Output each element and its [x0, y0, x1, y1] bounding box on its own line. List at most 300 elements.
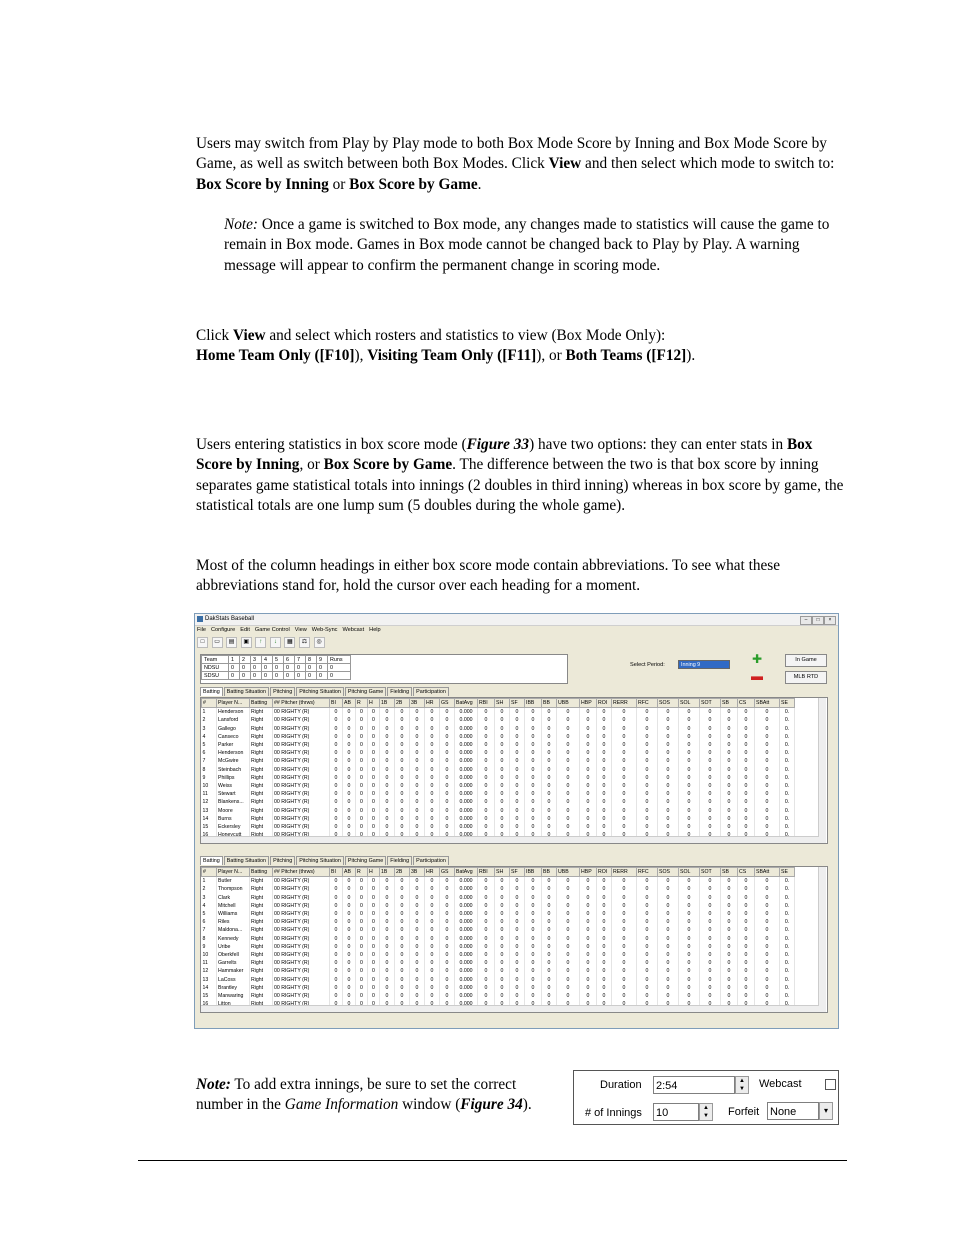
table-cell[interactable]: Right — [250, 976, 273, 984]
table-cell[interactable]: 0 — [330, 790, 343, 798]
column-header[interactable]: Player N... — [217, 868, 250, 877]
table-cell[interactable]: 0 — [330, 918, 343, 926]
table-cell[interactable]: 13 — [202, 807, 217, 815]
column-header[interactable]: 1B — [380, 868, 395, 877]
table-cell[interactable]: 0 — [343, 725, 356, 733]
table-cell[interactable]: 0 — [343, 782, 356, 790]
table-cell[interactable]: 0 — [356, 877, 368, 886]
table-cell[interactable]: 0. — [780, 782, 795, 790]
table-cell[interactable]: 0 — [410, 877, 425, 886]
table-cell[interactable]: 0 — [395, 790, 410, 798]
table-cell[interactable]: 0 — [410, 984, 425, 992]
table-cell[interactable]: 0 — [721, 976, 738, 984]
table-cell[interactable]: 0 — [330, 894, 343, 902]
table-cell[interactable]: 0 — [330, 741, 343, 749]
table-cell[interactable]: 0 — [542, 798, 557, 806]
table-cell[interactable]: 4 — [202, 902, 217, 910]
table-cell[interactable]: 0 — [368, 815, 380, 823]
table-cell[interactable]: 0 — [755, 910, 780, 918]
table-cell[interactable]: 0 — [658, 885, 679, 893]
table-cell[interactable]: 0 — [679, 798, 700, 806]
table-cell[interactable]: 0 — [395, 992, 410, 1000]
table-cell[interactable]: 0 — [679, 918, 700, 926]
table-cell[interactable]: 0 — [721, 782, 738, 790]
table-cell[interactable]: 0 — [495, 733, 510, 741]
table-cell[interactable]: 0 — [343, 959, 356, 967]
table-cell[interactable]: 0 — [380, 766, 395, 774]
table-cell[interactable]: 0 — [597, 984, 612, 992]
table-cell[interactable]: 0 — [679, 708, 700, 717]
tab-pitching-situation[interactable]: Pitching Situation — [296, 856, 344, 865]
table-cell[interactable]: Right — [250, 967, 273, 975]
table-cell[interactable]: 0 — [395, 951, 410, 959]
table-cell[interactable]: 0 — [525, 943, 542, 951]
table-cell[interactable]: 0 — [425, 910, 440, 918]
table-cell[interactable]: 0 — [597, 708, 612, 717]
table-cell[interactable]: Weiss — [217, 782, 250, 790]
table-cell[interactable]: 0 — [330, 725, 343, 733]
table-cell[interactable]: 0 — [495, 766, 510, 774]
table-cell[interactable]: 0 — [700, 757, 721, 765]
table-cell[interactable]: 0 — [679, 725, 700, 733]
table-cell[interactable]: Thompson — [217, 885, 250, 893]
table-cell[interactable]: 0 — [637, 902, 658, 910]
table-cell[interactable]: 0 — [700, 823, 721, 831]
table-cell[interactable]: 0 — [395, 733, 410, 741]
table-cell[interactable]: 0 — [597, 976, 612, 984]
menu-item-file[interactable]: File — [197, 627, 207, 633]
table-cell[interactable]: 0 — [510, 894, 525, 902]
table-cell[interactable]: 11 — [202, 790, 217, 798]
table-cell[interactable]: 0 — [425, 815, 440, 823]
innings-spinner[interactable]: ▲ ▼ — [699, 1103, 713, 1121]
table-cell[interactable]: 0. — [780, 798, 795, 806]
table-cell[interactable]: 0 — [368, 910, 380, 918]
table-cell[interactable]: Right — [250, 984, 273, 992]
table-cell[interactable]: 0 — [755, 782, 780, 790]
table-cell[interactable]: 0 — [495, 708, 510, 717]
table-cell[interactable]: 0 — [637, 807, 658, 815]
table-row[interactable] — [202, 708, 795, 717]
table-cell[interactable]: 0 — [380, 823, 395, 831]
table-cell[interactable]: 0 — [597, 815, 612, 823]
table-cell[interactable]: 0 — [679, 741, 700, 749]
table-cell[interactable]: 0 — [478, 766, 495, 774]
table-cell[interactable]: 0 — [755, 815, 780, 823]
table-row[interactable] — [202, 766, 795, 774]
table-cell[interactable]: 0 — [495, 807, 510, 815]
table-cell[interactable]: 0 — [557, 741, 580, 749]
column-header[interactable]: IBB — [525, 868, 542, 877]
table-cell[interactable]: 0 — [597, 798, 612, 806]
table-cell[interactable]: 0 — [658, 725, 679, 733]
table-cell[interactable]: 0 — [612, 823, 637, 831]
table-cell[interactable]: 00 RIGHTY (R) — [273, 749, 330, 757]
table-row[interactable] — [202, 984, 795, 992]
table-row[interactable] — [202, 951, 795, 959]
table-cell[interactable]: 0 — [721, 766, 738, 774]
table-cell[interactable]: 0 — [525, 815, 542, 823]
table-cell[interactable]: 0.000 — [455, 967, 478, 975]
table-cell[interactable]: 0 — [755, 877, 780, 886]
column-header[interactable]: SB — [721, 868, 738, 877]
table-cell[interactable]: 0 — [580, 976, 597, 984]
table-cell[interactable]: 0 — [700, 733, 721, 741]
table-cell[interactable]: 0 — [580, 757, 597, 765]
table-cell[interactable]: 0 — [700, 976, 721, 984]
table-cell[interactable]: 0 — [478, 815, 495, 823]
table-cell[interactable]: 0.000 — [455, 749, 478, 757]
table-cell[interactable]: 5 — [202, 910, 217, 918]
table-cell[interactable]: 0 — [410, 935, 425, 943]
table-cell[interactable]: 2 — [202, 716, 217, 724]
table-cell[interactable]: 00 RIGHTY (R) — [273, 790, 330, 798]
table-cell[interactable]: 0 — [700, 885, 721, 893]
column-header[interactable]: 1B — [380, 699, 395, 708]
table-cell[interactable]: 0 — [478, 741, 495, 749]
table-row[interactable] — [202, 885, 795, 893]
table-cell[interactable]: 0 — [557, 807, 580, 815]
table-cell[interactable]: 0 — [612, 790, 637, 798]
home-stats-grid[interactable] — [200, 697, 828, 844]
table-cell[interactable]: 00 RIGHTY (R) — [273, 823, 330, 831]
table-cell[interactable]: 0 — [510, 716, 525, 724]
table-cell[interactable]: 0 — [368, 926, 380, 934]
table-cell[interactable]: 0 — [755, 725, 780, 733]
table-cell[interactable]: 0 — [368, 807, 380, 815]
table-cell[interactable]: 0 — [440, 749, 455, 757]
table-cell[interactable]: 0 — [612, 757, 637, 765]
table-cell[interactable]: 0.000 — [455, 926, 478, 934]
table-cell[interactable]: 0 — [738, 885, 755, 893]
column-header[interactable]: SOS — [658, 699, 679, 708]
table-cell[interactable]: 0 — [580, 774, 597, 782]
table-cell[interactable]: 0 — [478, 725, 495, 733]
table-cell[interactable]: 0 — [679, 757, 700, 765]
table-cell[interactable]: 0 — [738, 733, 755, 741]
table-cell[interactable]: 0 — [721, 749, 738, 757]
table-cell[interactable]: 0 — [478, 749, 495, 757]
table-cell[interactable]: 0 — [679, 774, 700, 782]
table-cell[interactable]: 0 — [612, 877, 637, 886]
column-header[interactable]: SOS — [658, 868, 679, 877]
table-cell[interactable]: 0 — [597, 951, 612, 959]
table-cell[interactable]: Burns — [217, 815, 250, 823]
table-cell[interactable]: Right — [250, 815, 273, 823]
table-cell[interactable]: 0. — [780, 885, 795, 893]
table-cell[interactable]: 0 — [658, 877, 679, 886]
table-cell[interactable]: 0 — [637, 716, 658, 724]
table-cell[interactable]: 0 — [425, 951, 440, 959]
table-cell[interactable]: 0 — [343, 790, 356, 798]
table-cell[interactable]: 0 — [738, 877, 755, 886]
table-row[interactable] — [202, 902, 795, 910]
table-cell[interactable]: 0 — [330, 910, 343, 918]
table-cell[interactable]: 0 — [679, 992, 700, 1000]
column-header[interactable]: HR — [425, 868, 440, 877]
table-cell[interactable]: 0 — [557, 976, 580, 984]
table-cell[interactable]: 0 — [721, 943, 738, 951]
table-cell[interactable]: 0 — [580, 716, 597, 724]
table-cell[interactable]: 0 — [425, 807, 440, 815]
table-cell[interactable]: 0 — [542, 885, 557, 893]
table-cell[interactable]: 0. — [780, 741, 795, 749]
table-cell[interactable]: 0 — [738, 757, 755, 765]
table-cell[interactable]: 0 — [637, 877, 658, 886]
table-cell[interactable]: 0 — [658, 992, 679, 1000]
table-cell[interactable]: Right — [250, 766, 273, 774]
table-cell[interactable]: 0 — [495, 774, 510, 782]
table-cell[interactable]: 0 — [679, 716, 700, 724]
table-cell[interactable]: 0 — [658, 935, 679, 943]
table-cell[interactable]: 0 — [368, 749, 380, 757]
column-header[interactable]: SBAtt — [755, 699, 780, 708]
table-cell[interactable]: 0.000 — [455, 992, 478, 1000]
table-cell[interactable]: Clark — [217, 894, 250, 902]
table-cell[interactable]: 0 — [597, 790, 612, 798]
table-cell[interactable]: 0 — [580, 708, 597, 717]
table-cell[interactable]: 0 — [580, 918, 597, 926]
table-cell[interactable]: 0 — [395, 815, 410, 823]
table-cell[interactable]: 0 — [700, 782, 721, 790]
table-cell[interactable]: 0 — [495, 910, 510, 918]
table-row[interactable] — [202, 757, 795, 765]
table-cell[interactable]: 0 — [356, 967, 368, 975]
table-cell[interactable]: 0 — [700, 959, 721, 967]
table-cell[interactable]: 0 — [637, 815, 658, 823]
add-period-icon[interactable]: ✚ — [751, 652, 763, 666]
table-cell[interactable]: 0 — [343, 823, 356, 831]
table-cell[interactable]: Kennedy — [217, 935, 250, 943]
in-game-button[interactable]: In Game — [785, 654, 827, 667]
table-cell[interactable]: 0 — [525, 910, 542, 918]
table-cell[interactable]: 0 — [679, 790, 700, 798]
table-cell[interactable]: 0 — [330, 774, 343, 782]
table-cell[interactable]: 0 — [440, 815, 455, 823]
table-cell[interactable]: 0 — [330, 708, 343, 717]
table-cell[interactable]: 0 — [580, 815, 597, 823]
table-cell[interactable]: 0. — [780, 733, 795, 741]
table-cell[interactable]: 0 — [440, 733, 455, 741]
table-cell[interactable]: 0 — [410, 790, 425, 798]
table-cell[interactable]: Right — [250, 708, 273, 717]
table-cell[interactable]: 0 — [410, 918, 425, 926]
table-cell[interactable]: 0 — [510, 877, 525, 886]
table-cell[interactable]: 0 — [525, 790, 542, 798]
table-cell[interactable]: 0.000 — [455, 733, 478, 741]
table-cell[interactable]: Hammaker — [217, 967, 250, 975]
column-header[interactable]: RBI — [478, 699, 495, 708]
table-cell[interactable]: 0 — [679, 733, 700, 741]
table-row[interactable] — [202, 725, 795, 733]
table-cell[interactable]: 0 — [637, 757, 658, 765]
table-cell[interactable]: 0 — [395, 894, 410, 902]
table-cell[interactable]: 0 — [580, 749, 597, 757]
table-cell[interactable]: 0 — [368, 741, 380, 749]
table-cell[interactable]: 0 — [330, 716, 343, 724]
table-cell[interactable]: 0 — [542, 815, 557, 823]
table-cell[interactable]: 0 — [356, 774, 368, 782]
table-cell[interactable]: 0 — [368, 943, 380, 951]
table-cell[interactable]: 7 — [202, 926, 217, 934]
visitor-stats-grid[interactable] — [200, 866, 828, 1013]
table-cell[interactable]: 0 — [343, 885, 356, 893]
column-header[interactable]: H — [368, 868, 380, 877]
table-cell[interactable]: 0 — [495, 943, 510, 951]
table-cell[interactable]: 0 — [478, 902, 495, 910]
table-cell[interactable]: 0 — [356, 926, 368, 934]
table-cell[interactable]: 0 — [580, 823, 597, 831]
table-cell[interactable]: 00 RIGHTY (R) — [273, 918, 330, 926]
table-cell[interactable]: 0 — [440, 877, 455, 886]
open-folder-icon[interactable]: ▭ — [212, 637, 223, 648]
table-cell[interactable]: 0 — [637, 725, 658, 733]
table-cell[interactable]: 0 — [440, 782, 455, 790]
table-cell[interactable]: 0 — [542, 807, 557, 815]
table-cell[interactable]: 00 RIGHTY (R) — [273, 902, 330, 910]
table-cell[interactable]: 00 RIGHTY (R) — [273, 943, 330, 951]
table-cell[interactable]: 0 — [425, 716, 440, 724]
tab-batting[interactable]: Batting — [200, 856, 223, 865]
column-header[interactable]: UBB — [557, 868, 580, 877]
table-cell[interactable]: 0 — [425, 725, 440, 733]
table-cell[interactable]: 0 — [637, 943, 658, 951]
table-cell[interactable]: 0 — [356, 807, 368, 815]
table-cell[interactable]: 0. — [780, 894, 795, 902]
table-cell[interactable]: 0 — [478, 967, 495, 975]
table-cell[interactable]: 0 — [755, 918, 780, 926]
table-cell[interactable]: 0 — [658, 894, 679, 902]
table-cell[interactable]: 0 — [440, 823, 455, 831]
table-cell[interactable]: 0 — [495, 984, 510, 992]
column-header[interactable]: RFC — [637, 868, 658, 877]
table-cell[interactable]: 0. — [780, 976, 795, 984]
table-cell[interactable]: Right — [250, 918, 273, 926]
table-cell[interactable]: 0 — [425, 967, 440, 975]
table-cell[interactable]: 0 — [495, 902, 510, 910]
table-cell[interactable]: 0 — [395, 708, 410, 717]
table-cell[interactable]: 0 — [425, 918, 440, 926]
table-cell[interactable]: 0 — [395, 918, 410, 926]
column-header[interactable]: SB — [721, 699, 738, 708]
table-cell[interactable]: Henderson — [217, 749, 250, 757]
table-cell[interactable]: 0 — [542, 749, 557, 757]
table-cell[interactable]: 0 — [395, 741, 410, 749]
table-cell[interactable]: 0 — [368, 902, 380, 910]
table-cell[interactable]: 00 RIGHTY (R) — [273, 885, 330, 893]
table-cell[interactable]: 0 — [356, 959, 368, 967]
table-cell[interactable]: 0 — [679, 976, 700, 984]
table-cell[interactable]: 0 — [658, 782, 679, 790]
table-cell[interactable]: Right — [250, 910, 273, 918]
table-cell[interactable]: 4 — [202, 733, 217, 741]
column-header[interactable]: ROI — [597, 868, 612, 877]
table-cell[interactable]: 0 — [525, 766, 542, 774]
table-cell[interactable]: 0 — [612, 749, 637, 757]
table-cell[interactable]: 0.000 — [455, 894, 478, 902]
table-cell[interactable]: 0 — [721, 926, 738, 934]
table-cell[interactable]: 0 — [637, 733, 658, 741]
table-cell[interactable]: 0 — [510, 992, 525, 1000]
table-cell[interactable]: 0 — [658, 798, 679, 806]
webcast-icon[interactable]: ◎ — [314, 637, 325, 648]
table-cell[interactable]: 0 — [525, 877, 542, 886]
table-cell[interactable]: 0 — [410, 782, 425, 790]
table-cell[interactable]: 0 — [755, 992, 780, 1000]
table-cell[interactable]: 0 — [542, 943, 557, 951]
table-cell[interactable]: 0 — [679, 935, 700, 943]
table-cell[interactable]: 0 — [700, 877, 721, 886]
table-cell[interactable]: 0 — [495, 877, 510, 886]
table-cell[interactable]: 0 — [495, 918, 510, 926]
table-cell[interactable]: 0 — [738, 992, 755, 1000]
column-header[interactable]: IBB — [525, 699, 542, 708]
table-cell[interactable]: 0.000 — [455, 716, 478, 724]
column-header[interactable]: R — [356, 868, 368, 877]
table-cell[interactable]: 0 — [679, 967, 700, 975]
table-cell[interactable]: 0 — [721, 757, 738, 765]
table-cell[interactable]: 0 — [612, 766, 637, 774]
table-cell[interactable]: 0 — [679, 951, 700, 959]
table-cell[interactable]: 0 — [343, 877, 356, 886]
table-cell[interactable]: 0 — [612, 708, 637, 717]
table-cell[interactable]: 0 — [637, 741, 658, 749]
table-cell[interactable]: 0 — [410, 943, 425, 951]
table-cell[interactable]: 0.000 — [455, 943, 478, 951]
tab-fielding[interactable]: Fielding — [387, 856, 412, 865]
table-cell[interactable]: 00 RIGHTY (R) — [273, 725, 330, 733]
table-cell[interactable]: 0 — [495, 951, 510, 959]
table-cell[interactable]: 0 — [597, 782, 612, 790]
table-cell[interactable]: 0 — [597, 894, 612, 902]
table-cell[interactable]: 0 — [395, 807, 410, 815]
table-cell[interactable]: 0 — [395, 910, 410, 918]
table-cell[interactable]: 0 — [478, 976, 495, 984]
table-cell[interactable]: 00 RIGHTY (R) — [273, 798, 330, 806]
table-cell[interactable]: 0 — [478, 708, 495, 717]
table-cell[interactable]: 1 — [202, 708, 217, 717]
table-cell[interactable]: 0 — [738, 951, 755, 959]
table-cell[interactable]: 0 — [395, 902, 410, 910]
table-cell[interactable]: 0 — [721, 877, 738, 886]
table-cell[interactable]: 0 — [478, 757, 495, 765]
table-cell[interactable]: 0 — [679, 823, 700, 831]
table-cell[interactable]: 0 — [721, 815, 738, 823]
table-cell[interactable]: 0 — [395, 782, 410, 790]
table-cell[interactable]: 0 — [721, 992, 738, 1000]
table-cell[interactable]: 0 — [330, 959, 343, 967]
table-cell[interactable]: 0 — [440, 774, 455, 782]
table-cell[interactable]: 0 — [440, 943, 455, 951]
table-cell[interactable]: 0 — [612, 918, 637, 926]
table-cell[interactable]: 0 — [410, 798, 425, 806]
table-cell[interactable]: 0 — [700, 984, 721, 992]
table-cell[interactable]: 0 — [580, 766, 597, 774]
table-cell[interactable]: 0 — [542, 774, 557, 782]
table-cell[interactable]: 0 — [525, 716, 542, 724]
table-cell[interactable]: 0 — [637, 708, 658, 717]
table-cell[interactable]: 15 — [202, 823, 217, 831]
table-cell[interactable]: 0 — [580, 790, 597, 798]
table-cell[interactable]: 0 — [478, 984, 495, 992]
table-cell[interactable]: 0 — [557, 951, 580, 959]
table-cell[interactable]: 0 — [495, 959, 510, 967]
table-cell[interactable]: 0 — [525, 976, 542, 984]
table-cell[interactable]: 0 — [368, 967, 380, 975]
tab-pitching-game[interactable]: Pitching Game — [345, 687, 386, 696]
table-cell[interactable]: 0 — [425, 757, 440, 765]
table-cell[interactable]: 0 — [425, 877, 440, 886]
